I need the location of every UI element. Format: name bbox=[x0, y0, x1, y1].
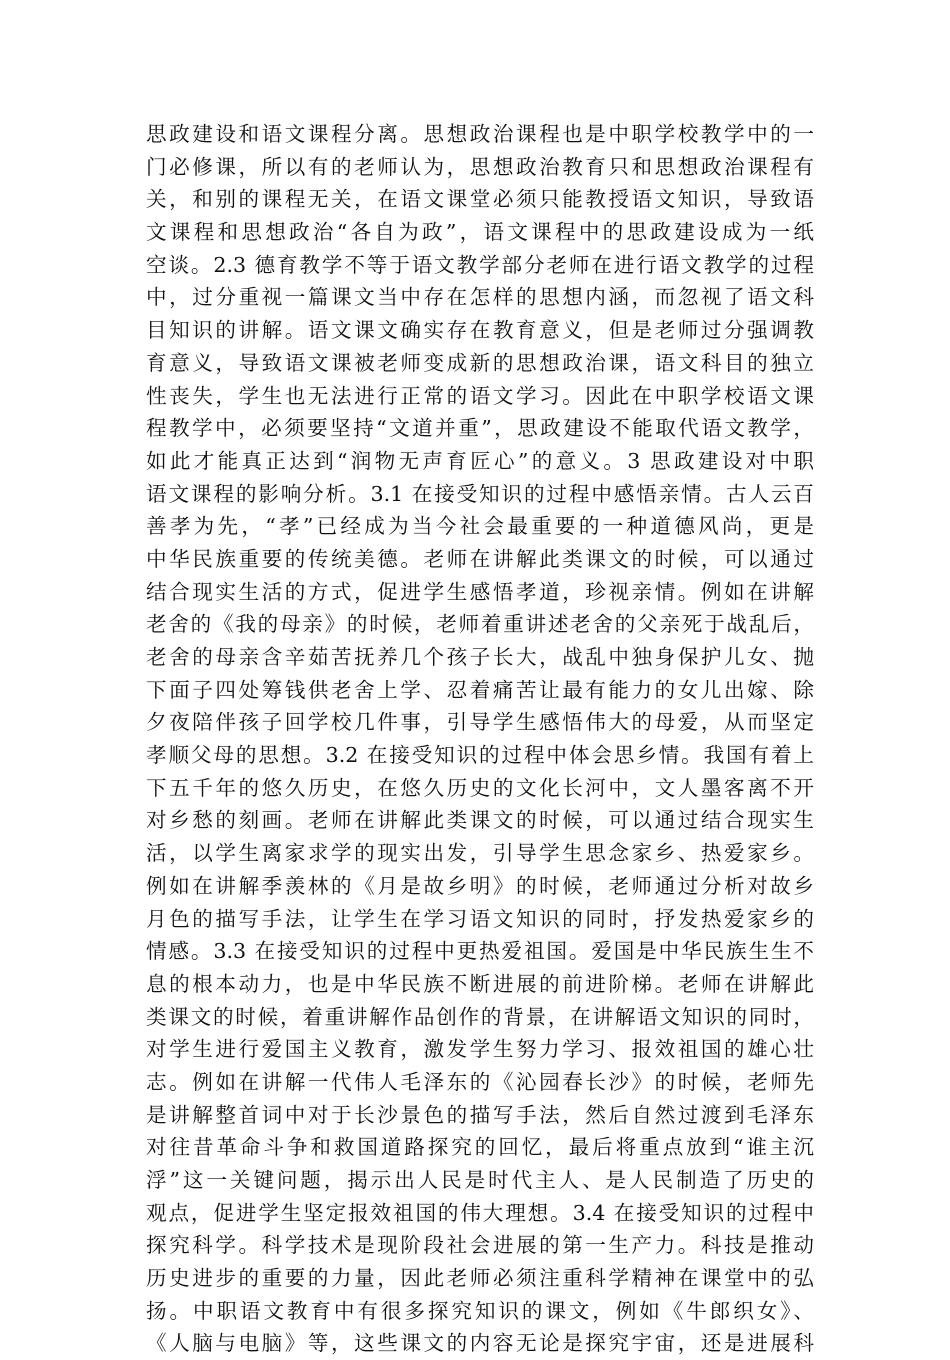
text-line: 性丧失，学生也无法进行正常的语文学习。因此在中职学校语文课 bbox=[146, 383, 814, 408]
text-line: 中，过分重视一篇课文当中存在怎样的思想内涵，而忽视了语文科 bbox=[146, 285, 814, 310]
text-line: 老舍的《我的母亲》的时候，老师着重讲述老舍的父亲死于战乱后， bbox=[146, 612, 814, 637]
text-line: 关，和别的课程无关，在语文课堂必须只能教授语文知识，导致语 bbox=[146, 187, 814, 212]
text-line: 老舍的母亲含辛茹苦抚养几个孩子长大，战乱中独身保护儿女、抛 bbox=[146, 645, 814, 669]
text-line: 目知识的讲解。语文课文确实存在教育意义，但是老师过分强调教 bbox=[146, 318, 814, 343]
text-line: 门必修课，所以有的老师认为，思想政治教育只和思想政治课程有 bbox=[146, 154, 814, 179]
text-line: 例如在讲解季羡林的《月是故乡明》的时候，老师通过分析对故乡 bbox=[146, 873, 814, 898]
text-line: 下五千年的悠久历史，在悠久历史的文化长河中，文人墨客离不开 bbox=[146, 775, 814, 800]
text-line: 历史进步的重要的力量，因此老师必须注重科学精神在课堂中的弘 bbox=[146, 1266, 814, 1291]
text-line: 夕夜陪伴孩子回学校几件事，引导学生感悟伟大的母爱，从而坚定 bbox=[146, 710, 814, 735]
text-line: 月色的描写手法，让学生在学习语文知识的同时，抒发热爱家乡的 bbox=[146, 906, 814, 931]
text-line: 语文课程的影响分析。3.1 在接受知识的过程中感悟亲情。古人云百 bbox=[146, 481, 814, 506]
text-line: 是讲解整首词中对于长沙景色的描写手法，然后自然过渡到毛泽东 bbox=[146, 1102, 814, 1127]
text-line: 孝顺父母的思想。3.2 在接受知识的过程中体会思乡情。我国有着上 bbox=[146, 743, 814, 768]
text-line: 活，以学生离家求学的现实出发，引导学生思念家乡、热爱家乡。 bbox=[146, 841, 814, 866]
text-line: 观点，促进学生坚定报效祖国的伟大理想。3.4 在接受知识的过程中 bbox=[146, 1200, 814, 1225]
text-line: 浮”这一关键问题，揭示出人民是时代主人、是人民制造了历史的 bbox=[146, 1168, 814, 1192]
text-line: 对往昔革命斗争和救国道路探究的回忆，最后将重点放到“谁主沉 bbox=[146, 1135, 814, 1160]
text-line: 结合现实生活的方式，促进学生感悟孝道，珍视亲情。例如在讲解 bbox=[146, 579, 814, 604]
text-line: 对学生进行爱国主义教育，激发学生努力学习、报效祖国的雄心壮 bbox=[146, 1037, 814, 1062]
text-line: 《人脑与电脑》等，这些课文的内容无论是探究宇宙，还是进展科 bbox=[146, 1331, 814, 1356]
text-line: 类课文的时候，着重讲解作品创作的背景，在讲解语文知识的同时， bbox=[146, 1004, 814, 1029]
text-line: 文课程和思想政治“各自为政”，语文课程中的思政建设成为一纸 bbox=[146, 220, 814, 245]
text-line: 善孝为先，“孝”已经成为当今社会最重要的一种道德风尚，更是 bbox=[146, 514, 814, 539]
text-line: 下面子四处筹钱供老舍上学、忍着痛苦让最有能力的女儿出嫁、除 bbox=[146, 677, 814, 702]
body-text bbox=[146, 118, 814, 1360]
text-line: 思政建设和语文课程分离。思想政治课程也是中职学校教学中的一 bbox=[146, 122, 814, 146]
text-line: 育意义，导致语文课被老师变成新的思想政治课，语文科目的独立 bbox=[146, 350, 814, 375]
text-line: 息的根本动力，也是中华民族不断进展的前进阶梯。老师在讲解此 bbox=[146, 971, 814, 996]
text-line: 空谈。2.3 德育教学不等于语文教学部分老师在进行语文教学的过程 bbox=[146, 252, 814, 277]
text-line: 程教学中，必须要坚持“文道并重”，思政建设不能取代语文教学， bbox=[146, 416, 814, 441]
text-line: 志。例如在讲解一代伟人毛泽东的《沁园春长沙》的时候，老师先 bbox=[146, 1069, 814, 1094]
text-line: 情感。3.3 在接受知识的过程中更热爱祖国。爱国是中华民族生生不 bbox=[146, 939, 814, 964]
text-line: 探究科学。科学技术是现阶段社会进展的第一生产力。科技是推动 bbox=[146, 1233, 814, 1258]
text-line: 扬。中职语文教育中有很多探究知识的课文，例如《牛郎织女》、 bbox=[146, 1298, 814, 1323]
text-line: 中华民族重要的传统美德。老师在讲解此类课文的时候，可以通过 bbox=[146, 546, 814, 571]
text-line: 如此才能真正达到“润物无声育匠心”的意义。3 思政建设对中职 bbox=[146, 448, 814, 473]
text-line: 对乡愁的刻画。老师在讲解此类课文的时候，可以通过结合现实生 bbox=[146, 808, 814, 833]
